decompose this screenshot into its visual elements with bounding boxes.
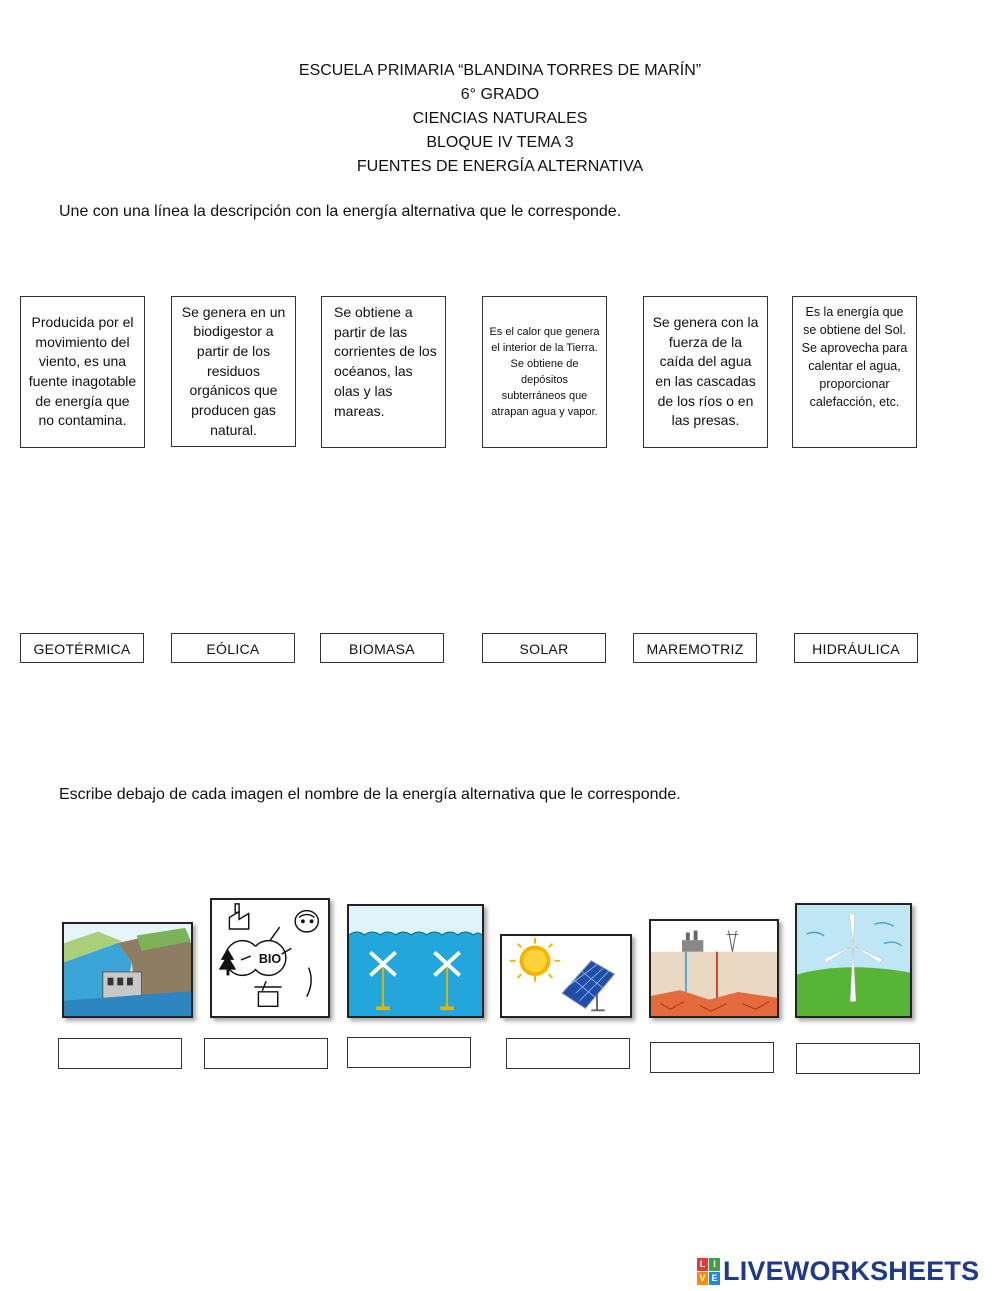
geothermal-image (649, 919, 779, 1018)
word-eolica[interactable]: EÓLICA (171, 633, 295, 663)
logo-blocks-icon: L I V E (697, 1258, 720, 1285)
grade: 6° GRADO (460, 86, 540, 103)
description-biomass[interactable]: Se genera en un biodigestor a partir de los residuos orgánicos que producen gas natural. (171, 296, 296, 447)
answer-field-2[interactable] (204, 1038, 328, 1069)
school-name: ESCUELA PRIMARIA “BLANDINA TORRES DE MARÍN” (298, 62, 702, 79)
solar-image (500, 934, 632, 1018)
liveworksheets-logo (697, 1256, 979, 1287)
answer-field-3[interactable] (347, 1037, 471, 1068)
word-maremotriz[interactable]: MAREMOTRIZ (633, 633, 757, 663)
instruction-match: Une con una línea la descripción con la energía alternativa que le corresponde. (59, 203, 622, 220)
answer-field-5[interactable] (650, 1042, 774, 1073)
description-geothermal[interactable]: Es el calor que genera el interior de la Tierra. Se obtiene de depósitos subterráneos que atrapan agua y vapor. (482, 296, 607, 448)
answer-field-4[interactable] (506, 1038, 630, 1069)
subject: CIENCIAS NATURALES (412, 110, 588, 127)
answer-field-6[interactable] (796, 1043, 920, 1074)
word-biomasa[interactable]: BIOMASA (320, 633, 444, 663)
block-theme: BLOQUE IV TEMA 3 (426, 134, 574, 151)
brand-name: LIVEWORKSHEETS (723, 1256, 980, 1286)
description-tidal[interactable]: Se obtiene a partir de las corrientes de los océanos, las olas y las mareas. (321, 296, 446, 448)
word-geotermica[interactable]: GEOTÉRMICA (20, 633, 144, 663)
word-solar[interactable]: SOLAR (482, 633, 606, 663)
dam-image (62, 922, 193, 1018)
instruction-write: Escribe debajo de cada imagen el nombre de la energía alternativa que le corresponde. (59, 786, 681, 803)
description-wind[interactable]: Producida por el movimiento del viento, es una fuente inagotable de energía que no contamina. (20, 296, 145, 448)
answer-field-1[interactable] (58, 1038, 182, 1069)
description-solar[interactable]: Es la energía que se obtiene del Sol. Se aprovecha para calentar el agua, proporcionar calefacción, etc. (792, 296, 917, 448)
wind-image (795, 903, 912, 1018)
topic-title: FUENTES DE ENERGÍA ALTERNATIVA (356, 158, 644, 175)
tidal-image (347, 904, 484, 1018)
biomass-image (210, 898, 330, 1018)
description-hydraulic[interactable]: Se genera con la fuerza de la caída del agua en las cascadas de los ríos o en las presas. (643, 296, 768, 448)
bio-label: BIO (258, 951, 282, 966)
word-hidraulica[interactable]: HIDRÁULICA (794, 633, 918, 663)
